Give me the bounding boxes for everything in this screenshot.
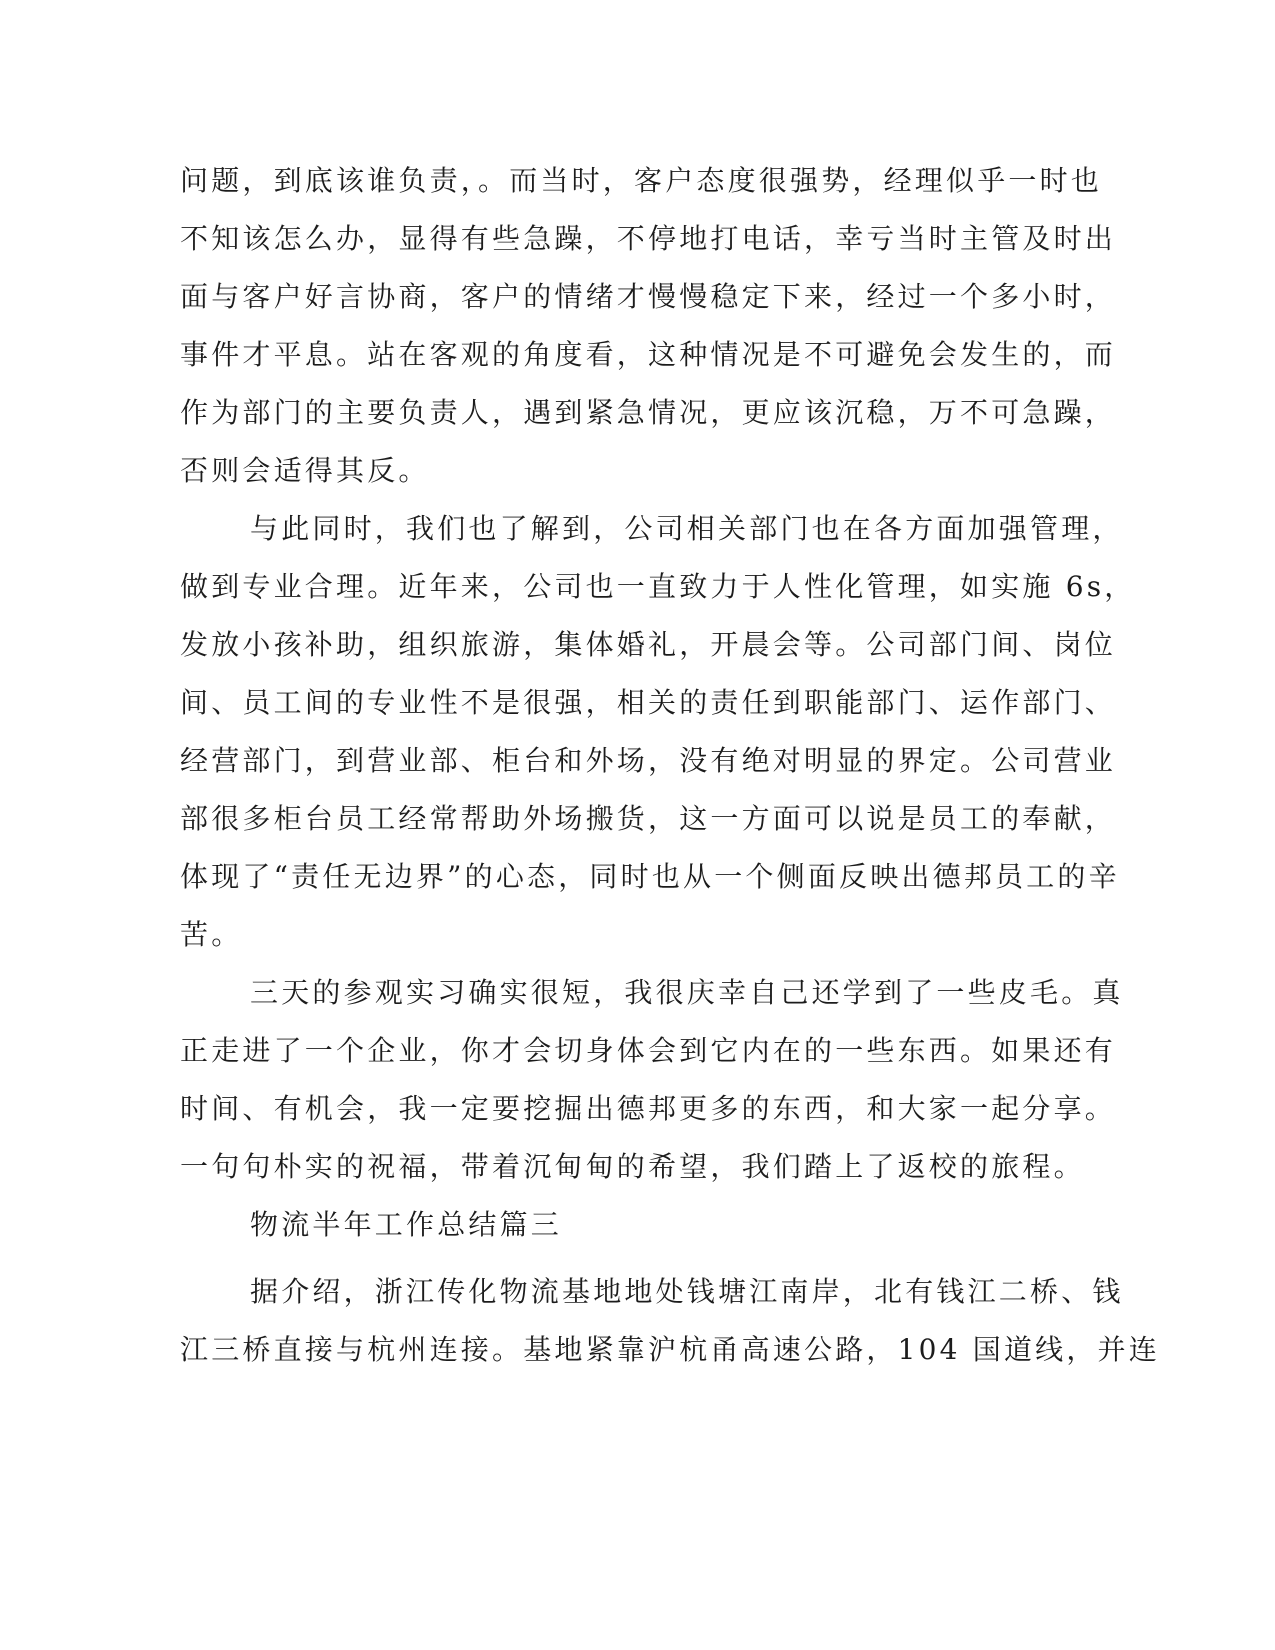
paragraph-2-line-3: 发放小孩补助，组织旅游，集体婚礼，开晨会等。公司部门间、岗位: [180, 628, 1117, 661]
paragraph-2-line-1: 与此同时，我们也了解到，公司相关部门也在各方面加强管理，: [250, 512, 1124, 545]
paragraph-4-line-2: 江三桥直接与杭州连接。基地紧靠沪杭甬高速公路，104 国道线，并连: [180, 1333, 1160, 1366]
paragraph-2-line-6: 部很多柜台员工经常帮助外场搬货，这一方面可以说是员工的奉献，: [180, 802, 1117, 835]
paragraph-1-line-2: 不知该怎么办，显得有些急躁，不停地打电话，幸亏当时主管及时出: [180, 222, 1117, 255]
paragraph-1-line-3: 面与客户好言协商，客户的情绪才慢慢稳定下来，经过一个多小时，: [180, 280, 1117, 313]
paragraph-3-line-3: 时间、有机会，我一定要挖掘出德邦更多的东西，和大家一起分享。: [180, 1092, 1117, 1125]
paragraph-2-line-5: 经营部门，到营业部、柜台和外场，没有绝对明显的界定。公司营业: [180, 744, 1117, 777]
paragraph-1-line-6: 否则会适得其反。: [180, 454, 430, 487]
paragraph-1-line-4: 事件才平息。站在客观的角度看，这种情况是不可避免会发生的，而: [180, 338, 1117, 371]
paragraph-3-line-2: 正走进了一个企业，你才会切身体会到它内在的一些东西。如果还有: [180, 1034, 1117, 1067]
paragraph-2-line-7: 体现了“责任无边界”的心态，同时也从一个侧面反映出德邦员工的辛: [180, 860, 1120, 893]
paragraph-2-line-4: 间、员工间的专业性不是很强，相关的责任到职能部门、运作部门、: [180, 686, 1117, 719]
paragraph-4-line-1: 据介绍，浙江传化物流基地地处钱塘江南岸，北有钱江二桥、钱: [250, 1275, 1124, 1308]
paragraph-1-line-5: 作为部门的主要负责人，遇到紧急情况，更应该沉稳，万不可急躁，: [180, 396, 1117, 429]
paragraph-3-line-1: 三天的参观实习确实很短，我很庆幸自己还学到了一些皮毛。真: [250, 976, 1124, 1009]
section-heading: 物流半年工作总结篇三: [250, 1208, 563, 1241]
paragraph-1-line-1: 问题，到底该谁负责，。而当时，客户态度很强势，经理似乎一时也: [180, 164, 1103, 197]
paragraph-2-line-2: 做到专业合理。近年来，公司也一直致力于人性化管理，如实施 6s，: [180, 570, 1136, 603]
paragraph-2-line-8: 苦。: [180, 918, 243, 951]
paragraph-3-line-4: 一句句朴实的祝福，带着沉甸甸的希望，我们踏上了返校的旅程。: [180, 1150, 1085, 1183]
